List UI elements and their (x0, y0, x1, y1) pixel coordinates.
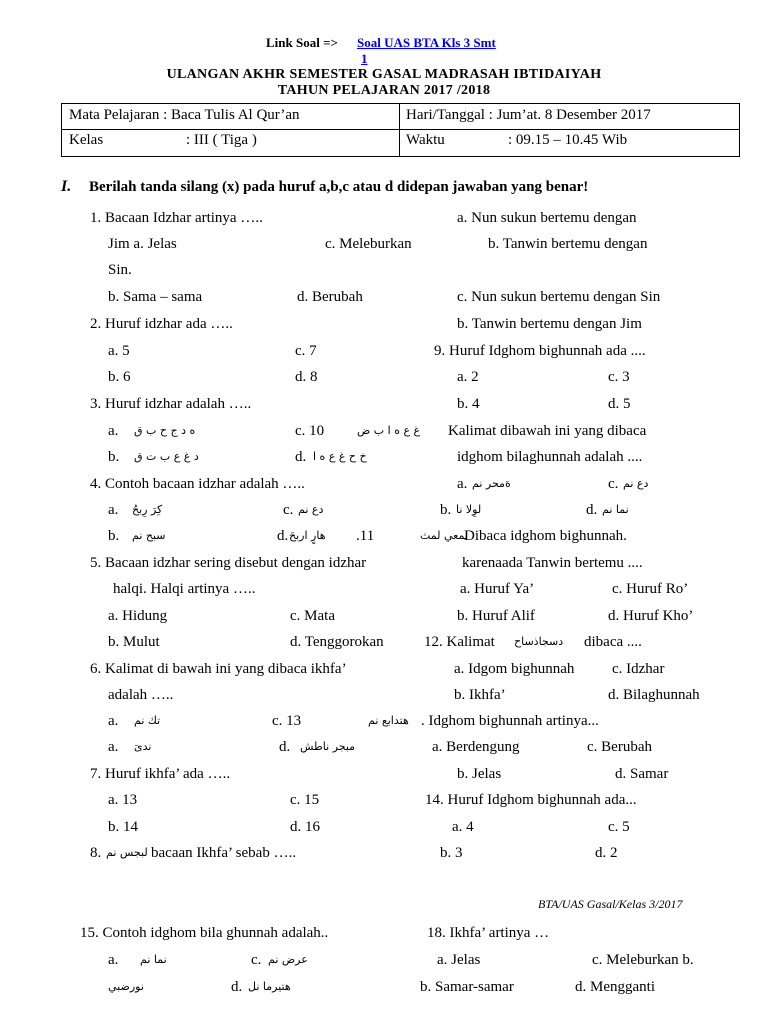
q7-option-d: d. 16 (290, 819, 320, 835)
q18-option-c: c. Meleburkan b. (592, 952, 694, 968)
q5-option-c: c. Mata (290, 608, 335, 624)
q18-option-a: a. Jelas (437, 952, 481, 968)
question-4: 4. Contoh bacaan idzhar adalah ….. (90, 476, 305, 492)
question-11-number: .11 (356, 528, 375, 544)
q10-option-a-arabic: ةمحر نم (472, 477, 511, 490)
question-15: 15. Contoh idghom bila ghunnah adalah.. (80, 925, 329, 941)
question-2: 2. Huruf idzhar ada ….. (90, 316, 233, 332)
question-6: 6. Kalimat di bawah ini yang dibaca ikhfa’ (90, 661, 347, 677)
page-footer-note: BTA/UAS Gasal/Kelas 3/2017 (538, 897, 683, 911)
q10-option-c-arabic: دع نم (623, 477, 649, 490)
question-1: 1. Bacaan Idzhar artinya ….. (90, 210, 263, 226)
q5-option-b: b. Mulut (108, 634, 160, 650)
q1-option-b: b. Sama – sama (108, 289, 203, 305)
class-label: Kelas (69, 132, 104, 148)
q12-option-b: b. Ikhfa’ (454, 687, 506, 703)
right-line-3: c. Nun sukun bertemu dengan Sin (457, 289, 661, 305)
section-instruction: Berilah tanda silang (x) pada huruf a,b,c atau d didepan jawaban yang benar! (89, 179, 589, 195)
q5-option-d: d. Tenggorokan (290, 634, 384, 650)
q4-option-a: a. (108, 502, 119, 518)
q13-arabic: هتدابع نم (368, 714, 409, 727)
question-5: 5. Bacaan idzhar sering disebut dengan idzhar (90, 555, 367, 571)
q6-option-c: c. 13 (272, 713, 302, 729)
question-13: . Idghom bighunnah artinya... (421, 713, 599, 729)
q14-option-b: b. 3 (440, 845, 463, 861)
q15-option-c: c. (251, 952, 262, 968)
q15-option-c-arabic: عرض نم (268, 953, 308, 966)
q13-option-b: b. Jelas (457, 766, 502, 782)
q3-option-a-arabic: ه د ج ح ب ق (134, 424, 196, 437)
class-value: : III ( Tiga ) (186, 132, 257, 148)
q14-option-a: a. 4 (452, 819, 474, 835)
q7-option-c: c. 15 (290, 792, 320, 808)
q9-option-c: c. 3 (608, 369, 630, 385)
right-line-2: b. Tanwin bertemu dengan (488, 236, 648, 252)
q12-suffix: dibaca .... (584, 634, 642, 650)
q6-option-b: a. (108, 739, 119, 755)
q6-option-d: d. (279, 739, 291, 755)
q11-option-a: a. Huruf Ya’ (460, 581, 535, 597)
q11-continuation: karenaada Tanwin bertemu .... (462, 555, 643, 571)
q4-option-d-arabic: هارٍ اربحَ (289, 529, 326, 542)
q3-option-d-letter: d. (295, 449, 307, 465)
q14-option-c: c. 5 (608, 819, 630, 835)
right-line-1: a. Nun sukun bertemu dengan (457, 210, 637, 226)
q3-option-b-arabic: د غ ع ب ت ق (134, 450, 199, 463)
q5-option-a: a. Hidung (108, 608, 168, 624)
q3-option-a-letter: a. (108, 423, 119, 439)
q13-option-a: a. Berdengung (432, 739, 520, 755)
q4-option-a-arabic: كِرَ رِبحُ (132, 503, 163, 516)
q4-option-b-arabic: سبح نم (132, 529, 166, 542)
q10-option-a: a. (457, 476, 468, 492)
q1-option-d: d. Berubah (297, 289, 363, 305)
question-8-number: 8. (90, 845, 102, 861)
q10-continuation: idghom bilaghunnah adalah .... (457, 449, 643, 465)
exam-title: ULANGAN AKHR SEMESTER GASAL MADRASAH IBTIDAIYAH (166, 67, 602, 82)
time-label: Waktu (406, 132, 445, 148)
q3-option-d-arabic: خ ح غ ع ه ا (313, 450, 367, 463)
question-7: 7. Huruf ikhfa’ ada ….. (90, 766, 231, 782)
q15-option-d: d. (231, 979, 243, 995)
question-11: Dibaca idghom bighunnah. (464, 528, 627, 544)
q10-option-d-arabic: نما نم (602, 503, 629, 516)
q18-option-b: b. Samar-samar (420, 979, 514, 995)
q12-option-a: a. Idgom bighunnah (454, 661, 575, 677)
q6-option-b-arabic: ندىَ (134, 740, 152, 753)
question-10: Kalimat dibawah ini yang dibaca (448, 423, 647, 439)
q2-option-d: d. 8 (295, 369, 318, 385)
exam-link-part2[interactable]: 1 (361, 51, 368, 66)
question-14: 14. Huruf Idghom bighunnah ada... (425, 792, 637, 808)
q2-option-b: b. 6 (108, 369, 131, 385)
link-prefix: Link Soal => (266, 35, 338, 50)
q12-arabic: دسجاذساح (514, 635, 564, 648)
exam-link[interactable]: Soal UAS BTA Kls 3 Smt (357, 35, 496, 50)
q10-option-c: c. (608, 476, 619, 492)
q15-option-a-arabic: نما نم (140, 953, 167, 966)
question-8: bacaan Ikhfa’ sebab ….. (151, 845, 297, 861)
q12-option-c: c. Idzhar (612, 661, 665, 677)
section-number: I. (61, 178, 72, 195)
q6-option-a: a. (108, 713, 119, 729)
q6-continuation: adalah ….. (108, 687, 174, 703)
q8-arabic: لبجس نم (106, 846, 148, 859)
q14-option-d: d. 2 (595, 845, 618, 861)
q11-option-c: c. Huruf Ro’ (612, 581, 689, 597)
q9-option-b: b. 4 (457, 396, 480, 412)
q4-option-d: d. (277, 528, 289, 544)
q4-option-c: c. (283, 502, 294, 518)
subject-cell: Mata Pelajaran : Baca Tulis Al Qur’an (69, 107, 300, 123)
q10-option-b-arabic: لوِلا نا (456, 503, 482, 516)
q3-option-c: c. 10 (295, 423, 325, 439)
q12-option-d: d. Bilaghunnah (608, 687, 700, 703)
q13-option-c: c. Berubah (587, 739, 652, 755)
q4-option-b: b. (108, 528, 120, 544)
exam-year: TAHUN PELAJARAN 2017 /2018 (277, 83, 491, 98)
q9-option-a: a. 2 (457, 369, 479, 385)
q15-option-a: a. (108, 952, 119, 968)
q1-option-c: c. Meleburkan (325, 236, 412, 252)
exam-info-table (61, 103, 740, 157)
q7-option-b: b. 14 (108, 819, 138, 835)
question-3: 3. Huruf idzhar adalah ….. (90, 396, 252, 412)
q5-continuation: halqi. Halqi artinya ….. (113, 581, 256, 597)
q10-option-b: b. (440, 502, 452, 518)
q9-option-d: d. 5 (608, 396, 631, 412)
q11-arabic: لمعي لمث (420, 529, 469, 542)
q6-option-a-arabic: تك نم (134, 714, 161, 727)
q11-option-d: d. Huruf Kho’ (608, 608, 694, 624)
q13-option-d: d. Samar (615, 766, 669, 782)
q10-option-d: d. (586, 502, 598, 518)
q3-option-c-arabic: غ ع ه ا ب ض (357, 424, 421, 437)
question-18: 18. Ikhfa’ artinya … (427, 925, 550, 941)
right-line-4: b. Tanwin bertemu dengan Jim (457, 316, 642, 332)
q2-option-a: a. 5 (108, 343, 130, 359)
q15-option-b-arabic: نورضبي (108, 980, 144, 993)
q3-option-b-letter: b. (108, 449, 120, 465)
q6-option-d-arabic: مبجر ناطش (300, 740, 356, 753)
q4-option-c-arabic: دع نم (298, 503, 324, 516)
question-12: 12. Kalimat (424, 634, 495, 650)
q11-option-b: b. Huruf Alif (457, 608, 535, 624)
time-value: : 09.15 – 10.45 Wib (508, 132, 628, 148)
q1-option-a: Jim a. Jelas (108, 236, 177, 252)
q18-option-d: d. Mengganti (575, 979, 655, 995)
question-9: 9. Huruf Idghom bighunnah ada .... (434, 343, 646, 359)
q15-option-d-arabic: هتيرما نل (248, 980, 291, 993)
q2-option-c: c. 7 (295, 343, 317, 359)
q7-option-a: a. 13 (108, 792, 138, 808)
q1-sin: Sin. (108, 262, 132, 278)
date-cell: Hari/Tanggal : Jum’at. 8 Desember 2017 (406, 107, 651, 123)
